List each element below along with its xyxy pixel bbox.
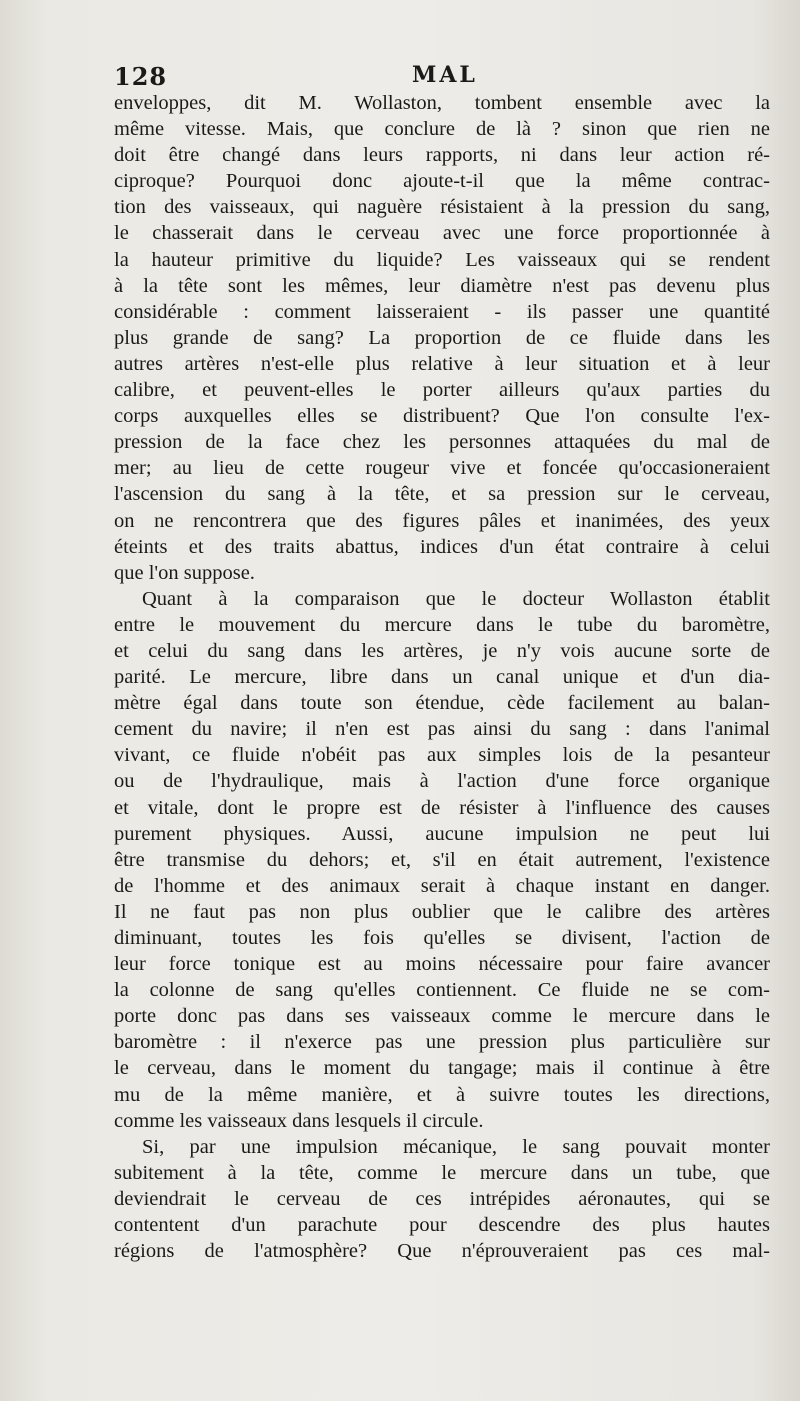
text-line: que l'on suppose. [114, 561, 255, 584]
text-line: parité. Le mercure, libre dans un canal unique et d'un dia- [114, 666, 770, 689]
text-line: subitement à la tête, comme le mercure dans un tube, que [114, 1161, 770, 1184]
text-line: purement physiques. Aussi, aucune impulsion ne peut lui [114, 822, 770, 845]
paragraph [114, 90, 770, 586]
text-line: baromètre : il n'exerce pas une pression plus particulière sur [114, 1031, 770, 1054]
text-line: à la tête sont les mêmes, leur diamètre n'est pas devenu plus [114, 274, 770, 297]
text-line: doit être changé dans leurs rapports, ni dans leur action ré- [114, 144, 770, 167]
paragraph [114, 1134, 770, 1264]
text-line: pression de la face chez les personnes attaquées du mal de [114, 431, 770, 454]
text-line: cement du navire; il n'en est pas ainsi du sang : dans l'animal [114, 718, 770, 741]
text-line: Il ne faut pas non plus oublier que le calibre des artères [114, 900, 770, 923]
body-text [114, 90, 770, 1264]
text-line: comme les vaisseaux dans lesquels il circule. [114, 1109, 484, 1132]
text-line: deviendrait le cerveau de ces intrépides aéronautes, qui se [114, 1187, 770, 1210]
text-line: autres artères n'est-elle plus relative à leur situation et à leur [114, 352, 770, 375]
text-line: régions de l'atmosphère? Que n'éprouveraient pas ces mal- [114, 1240, 770, 1263]
text-line: vivant, ce fluide n'obéit pas aux simples lois de la pesanteur [114, 744, 770, 767]
text-line: la hauteur primitive du liquide? Les vaisseaux qui se rendent [114, 248, 770, 271]
text-line: entre le mouvement du mercure dans le tube du baromètre, [114, 613, 770, 636]
text-line: corps auxquelles elles se distribuent? Que l'on consulte l'ex- [114, 405, 770, 428]
text-line: porte donc pas dans ses vaisseaux comme le mercure dans le [114, 1005, 770, 1028]
text-line: mètre égal dans toute son étendue, cède facilement au balan- [114, 692, 770, 715]
text-line: mu de la même manière, et à suivre toutes les directions, [114, 1083, 770, 1106]
text-line: enveloppes, dit M. Wollaston, tombent ensemble avec la [114, 92, 770, 114]
text-line: ou de l'hydraulique, mais à l'action d'une force organique [114, 770, 770, 793]
text-line: diminuant, toutes les fois qu'elles se divisent, l'action de [114, 927, 770, 949]
text-line: contentent d'un parachute pour descendre des plus hautes [114, 1214, 770, 1237]
text-line: on ne rencontrera que des figures pâles et inanimées, des yeux [114, 509, 770, 532]
text-line: et vitale, dont le propre est de résister à l'influence des causes [114, 796, 770, 819]
text-line: de l'homme et des animaux serait à chaque instant en danger. [114, 874, 770, 897]
text-line: leur force tonique est au moins nécessaire pour faire avancer [114, 953, 770, 976]
text-line: mer; au lieu de cette rougeur vive et foncée qu'occasioneraient [114, 457, 770, 480]
text-line: éteints et des traits abattus, indices d'un état contraire à celui [114, 535, 770, 558]
text-line: l'ascension du sang à la tête, et sa pression sur le cerveau, [114, 483, 770, 506]
running-head: MAL [412, 62, 478, 88]
text-line: même vitesse. Mais, que conclure de là ? sinon que rien ne [114, 118, 770, 141]
page-number: 128 [114, 62, 168, 91]
text-line: considérable : comment laisseraient - ils passer une quantité [114, 300, 770, 323]
text-line: le chasserait dans le cerveau avec une force proportionnée à [114, 222, 770, 245]
text-line: et celui du sang dans les artères, je n'y vois aucune sorte de [114, 639, 770, 662]
text-line: tion des vaisseaux, qui naguère résistaient à la pression du sang, [114, 196, 770, 219]
text-line: Si, par une impulsion mécanique, le sang pouvait monter [142, 1135, 770, 1158]
text-line: Quant à la comparaison que le docteur Wollaston établit [142, 587, 770, 610]
text-line: la colonne de sang qu'elles contiennent. Ce fluide ne se com- [114, 979, 770, 1002]
text-line: plus grande de sang? La proportion de ce fluide dans les [114, 326, 770, 349]
text-line: ciproque? Pourquoi donc ajoute-t-il que la même contrac- [114, 170, 770, 193]
paragraph [114, 586, 770, 1134]
text-line: être transmise du dehors; et, s'il en était autrement, l'existence [114, 848, 770, 871]
text-line: calibre, et peuvent-elles le porter ailleurs qu'aux parties du [114, 379, 770, 402]
text-line: le cerveau, dans le moment du tangage; mais il continue à être [114, 1057, 770, 1080]
